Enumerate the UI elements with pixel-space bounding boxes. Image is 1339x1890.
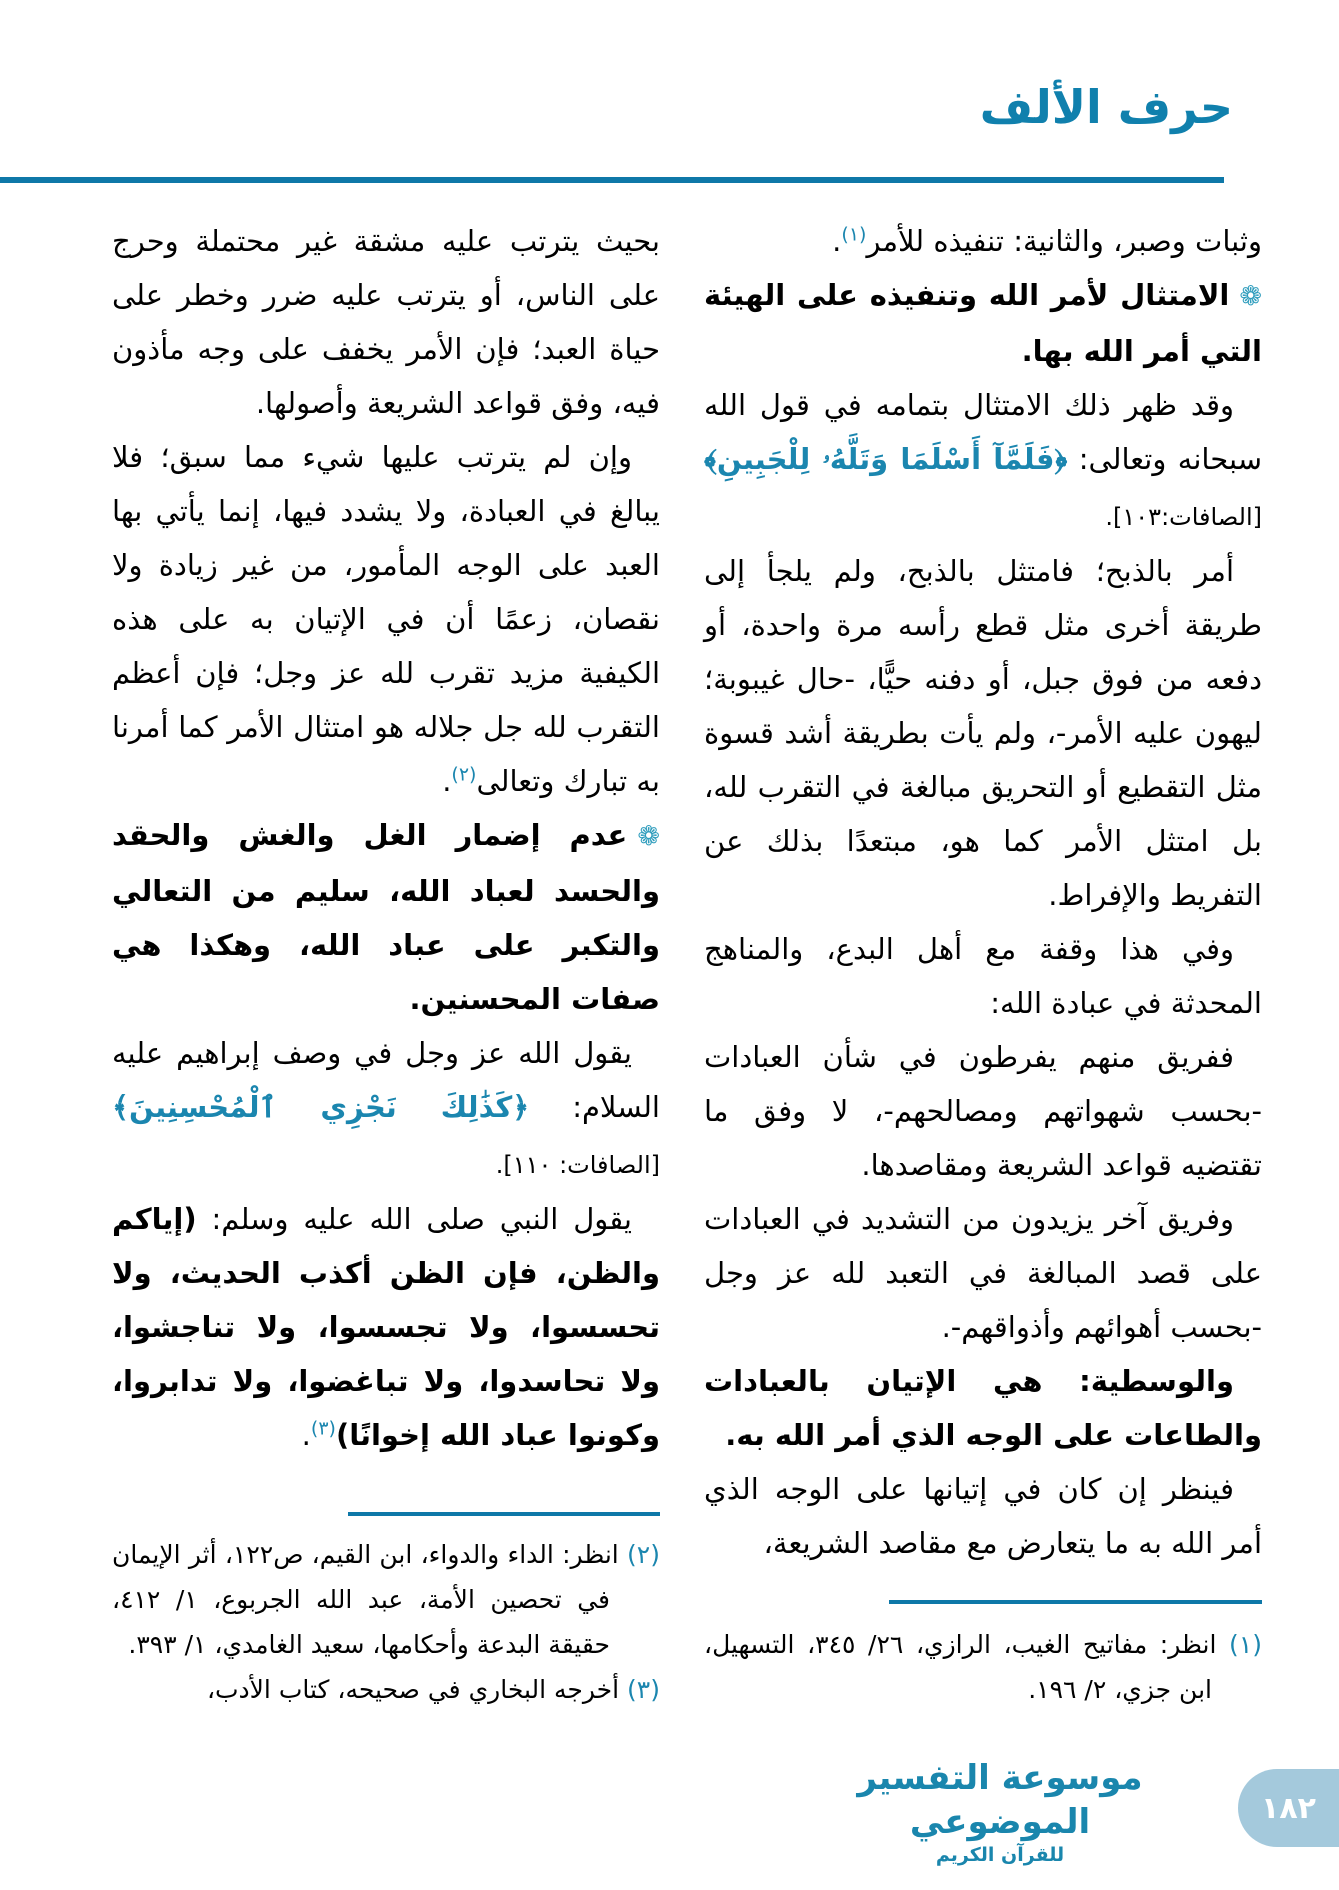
footnote-separator [889, 1600, 1262, 1604]
paragraph-text: . [832, 224, 842, 258]
paragraph-text: وإن لم يترتب عليها شيء مما سبق؛ فلا يبالغ في العبادة، ولا يشدد فيها، إنما يأتي بها العبد على الوجه المأمور، من غير زيادة ولا نقصان، زعمًا أن في الإتيان به على هذه الكيفية مزيد تقرب لله عز وجل؛ فإن أعظم التقرب لله جل جلاله هو امتثال الأمر كما أمرنا به تبارك وتعالى [112, 440, 660, 798]
paragraph [704, 378, 1262, 544]
paragraph-text: يقول النبي صلى الله عليه وسلم: [196, 1202, 632, 1236]
paragraph-text: . [442, 764, 452, 798]
paragraph-text: . [301, 1418, 311, 1452]
column-right [704, 214, 1262, 1712]
topic-paragraph [112, 808, 660, 1026]
footnote-separator [348, 1512, 660, 1516]
publisher-logo-title: موسوعة التفسير الموضوعي [857, 1758, 1143, 1843]
paragraph-text: وثبات وصبر، والثانية: تنفيذه للأمر [866, 224, 1262, 258]
page-title: حرف الألف [979, 80, 1233, 134]
page-number-pill [1238, 1769, 1339, 1847]
topic-text: الامتثال لأمر الله وتنفيذه على الهيئة التي أمر الله بها. [704, 278, 1262, 368]
paragraph [704, 214, 1262, 268]
footnote [112, 1667, 660, 1712]
footnote-text: أخرجه البخاري في صحيحه، كتاب الأدب، [206, 1675, 628, 1704]
paragraph: وفريق آخر يزيدون من التشديد في العبادات على قصد المبالغة في التعبد لله عز وجل -بحسب أهوائهم وأذواقهم-. [704, 1202, 1262, 1344]
paragraph: أمر بالذبح؛ فامتثل بالذبح، ولم يلجأ إلى طريقة أخرى مثل قطع رأسه مرة واحدة، أو دفعه من فوق جبل، أو دفنه حيًّا، -حال غيبوبة؛ ليهون عليه الأمر-، ولم يأت بطريقة أشد قسوة مثل التقطيع أو التحريق مبالغة في التقرب لله، بل امتثل الأمر كما هو، مبتعدًا بذلك عن التفريط والإفراط. [704, 554, 1262, 912]
quran-verse: ﴿فَلَمَّآ أَسْلَمَا وَتَلَّهُۥ لِلْجَبِينِ﴾ [704, 442, 1068, 476]
footnote-marker: (٣) [627, 1675, 660, 1704]
flower-bullet-icon: ❁ [1239, 281, 1262, 312]
topic-text: عدم إضمار الغل والغش والحقد والحسد لعباد الله، سليم من التعالي والتكبر على عباد الله، وهكذا هي صفات المحسنين. [112, 818, 660, 1016]
header-rule [0, 177, 1224, 183]
paragraph [112, 430, 660, 808]
paragraph-text: يقول الله عز وجل في وصف إبراهيم عليه السلام: [112, 1036, 660, 1124]
footnotes [704, 1622, 1262, 1712]
footnote-ref: (٣) [310, 1417, 336, 1440]
footnote-text: انظر: الداء والدواء، ابن القيم، ص١٢٢، أثر الإيمان في تحصين الأمة، عبد الله الجربوع، ١/ ٤١٢، حقيقة البدعة وأحكامها، سعيد الغامدي، ١/ ٣٩٣. [112, 1540, 628, 1659]
flower-bullet-icon: ❁ [637, 821, 660, 852]
quran-citation: [الصافات: ١١٠]. [495, 1151, 660, 1179]
column-left [112, 214, 660, 1712]
topic-paragraph [704, 268, 1262, 378]
definition-paragraph: والوسطية: هي الإتيان بالعبادات والطاعات على الوجه الذي أمر الله به. [704, 1364, 1262, 1452]
quran-verse: ﴿كَذَٰلِكَ نَجْزِي ٱلْمُحْسِنِينَ﴾ [112, 1090, 530, 1124]
footnote [704, 1622, 1262, 1712]
footnote-marker: (١) [1229, 1630, 1263, 1659]
footnote-ref: (٢) [451, 763, 477, 786]
footnote-marker: (٢) [627, 1540, 660, 1569]
footnotes [112, 1532, 660, 1712]
paragraph: فينظر إن كان في إتيانها على الوجه الذي أمر الله به ما يتعارض مع مقاصد الشريعة، [704, 1472, 1262, 1560]
paragraph [112, 1192, 660, 1462]
hadith-text: (إياكم والظن، فإن الظن أكذب الحديث، ولا تحسسوا، ولا تجسسوا، ولا تناجشوا، ولا تحاسدوا، ولا تباغضوا، ولا تدابروا، وكونوا عباد الله إخوانًا) [112, 1202, 660, 1452]
paragraph: ففريق منهم يفرطون في شأن العبادات -بحسب شهواتهم ومصالحهم-، لا وفق ما تقتضيه قواعد الشريعة ومقاصدها. [704, 1040, 1262, 1182]
paragraph [112, 1026, 660, 1192]
paragraph-text: وقد ظهر ذلك الامتثال بتمامه في قول الله سبحانه وتعالى: [704, 388, 1262, 476]
footnote-text: انظر: مفاتيح الغيب، الرازي، ٢٦/ ٣٤٥، التسهيل، ابن جزي، ٢/ ١٩٦. [704, 1630, 1230, 1704]
page-number: ١٨٢ [1261, 1790, 1316, 1826]
paragraph: بحيث يترتب عليه مشقة غير محتملة وحرج على الناس، أو يترتب عليه ضرر وخطر على حياة العبد؛ فإن الأمر يخفف على وجه مأذون فيه، وفق قواعد الشريعة وأصولها. [112, 224, 660, 420]
paragraph: وفي هذا وقفة مع أهل البدع، والمناهج المحدثة في عبادة الله: [704, 932, 1262, 1020]
quran-citation: [الصافات:١٠٣]. [1105, 503, 1262, 531]
footnote [112, 1532, 660, 1667]
publisher-logo-subtitle: للقرآن الكريم [935, 1844, 1065, 1867]
publisher-logo [845, 1756, 1155, 1867]
footnote-ref: (١) [841, 223, 867, 246]
